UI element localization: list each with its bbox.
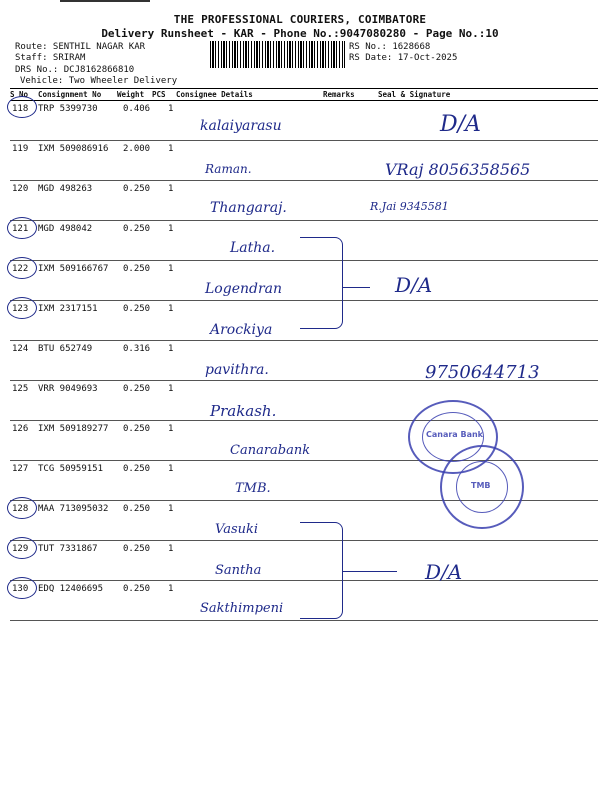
pcs-cell: 1 [168, 544, 174, 554]
col-weight: Weight [117, 90, 145, 99]
sno-cell: 129 [12, 544, 29, 554]
circle-mark [7, 537, 37, 559]
consignment-cell: TUT 7331867 [38, 544, 98, 554]
weight-cell: 0.250 [123, 424, 151, 434]
col-consignee: Consignee Details [176, 90, 253, 99]
consignee-handwriting: Logendran [205, 281, 283, 297]
consignment-cell: MGD 498263 [38, 184, 93, 194]
staff-text: Staff: SRIRAM [15, 53, 86, 63]
pcs-cell: 1 [168, 104, 174, 114]
circle-mark [7, 257, 37, 279]
consignee-handwriting: Thangaraj. [210, 200, 287, 216]
pcs-cell: 1 [168, 224, 174, 234]
weight-cell: 0.250 [123, 224, 151, 234]
sno-cell: 127 [12, 464, 29, 474]
consignment-cell: MGD 498042 [38, 224, 93, 234]
weight-cell: 0.316 [123, 344, 151, 354]
sno-cell: 126 [12, 424, 29, 434]
consignment-cell: IXM 2317151 [38, 304, 98, 314]
weight-cell: 0.250 [123, 264, 151, 274]
consignee-handwriting: Canarabank [230, 443, 311, 458]
signature-handwriting: VRaj 8056358565 [385, 160, 531, 179]
table-row [10, 380, 598, 421]
weight-cell: 0.250 [123, 304, 151, 314]
consignment-cell: VRR 9049693 [38, 384, 98, 394]
table-row [10, 100, 598, 141]
consignment-cell: EDQ 12406695 [38, 584, 104, 594]
weight-cell: 0.250 [123, 384, 151, 394]
consignee-handwriting: Arockiya [210, 322, 273, 338]
sno-cell: 119 [12, 144, 29, 154]
col-pcs: PCS [152, 90, 166, 99]
consignee-handwriting: Latha. [230, 240, 276, 256]
arrow-mark [342, 287, 370, 288]
signature-handwriting: D/A [425, 560, 463, 584]
weight-cell: 0.250 [123, 504, 151, 514]
circle-mark [7, 577, 37, 599]
sno-cell: 120 [12, 184, 29, 194]
arrow-mark [342, 571, 397, 572]
weight-cell: 0.250 [123, 464, 151, 474]
consignment-cell: BTU 652749 [38, 344, 93, 354]
weight-cell: 2.000 [123, 144, 151, 154]
stamp-label: Canara Bank [426, 430, 484, 439]
top-mark [60, 0, 150, 2]
consignee-handwriting: Raman. [205, 162, 252, 176]
consignment-cell: MAA 713095032 [38, 504, 109, 514]
runsheet-subtitle: Delivery Runsheet - KAR - Phone No.:9047080280 - Page No.:10 [101, 27, 499, 40]
sno-cell: 130 [12, 584, 29, 594]
sno-cell: 118 [12, 104, 29, 114]
consignment-cell: IXM 509189277 [38, 424, 109, 434]
sno-cell: 125 [12, 384, 29, 394]
pcs-cell: 1 [168, 344, 174, 354]
consignment-cell: IXM 509166767 [38, 264, 109, 274]
pcs-cell: 1 [168, 584, 174, 594]
consignee-handwriting: kalaiyarasu [200, 118, 282, 134]
stamp-label: TMB [471, 481, 491, 490]
consignee-handwriting: Santha [215, 563, 262, 578]
consignment-cell: TRP 5399730 [38, 104, 98, 114]
pcs-cell: 1 [168, 424, 174, 434]
rs-date: RS Date: 17-Oct-2025 [349, 53, 458, 63]
signature-handwriting: D/A [395, 273, 433, 297]
barcode-image [210, 41, 345, 68]
vehicle-text: Vehicle: Two Wheeler Delivery [20, 76, 178, 86]
consignee-handwriting: pavithra. [205, 362, 269, 378]
bracket-mark [300, 237, 343, 329]
col-sno: S No [10, 90, 29, 99]
pcs-cell: 1 [168, 384, 174, 394]
consignee-handwriting: Prakash. [210, 402, 277, 420]
pcs-cell: 1 [168, 464, 174, 474]
table-row [10, 180, 598, 221]
bracket-mark [300, 522, 343, 619]
consignee-handwriting: Sakthimpeni [200, 601, 284, 616]
pcs-cell: 1 [168, 144, 174, 154]
weight-cell: 0.250 [123, 544, 151, 554]
tmb-stamp-seal [440, 445, 524, 529]
sno-cell: 124 [12, 344, 29, 354]
col-consignment: Consignment No [38, 90, 102, 99]
consignee-handwriting: TMB. [235, 481, 271, 496]
weight-cell: 0.250 [123, 584, 151, 594]
drs-number: DRS No.: DCJ8162866810 [15, 65, 135, 75]
circle-mark [7, 297, 37, 319]
consignee-handwriting: Vasuki [215, 522, 259, 537]
weight-cell: 0.250 [123, 184, 151, 194]
route-text: Route: SENTHIL NAGAR KAR [15, 42, 146, 52]
pcs-cell: 1 [168, 504, 174, 514]
signature-handwriting: R.Jai 9345581 [370, 200, 449, 213]
signature-handwriting: D/A [440, 112, 481, 137]
pcs-cell: 1 [168, 264, 174, 274]
col-remarks: Remarks [323, 90, 355, 99]
circle-mark [7, 96, 37, 118]
rs-number: RS No.: 1628668 [349, 42, 431, 52]
pcs-cell: 1 [168, 304, 174, 314]
sno-cell: 121 [12, 224, 29, 234]
consignment-cell: IXM 509086916 [38, 144, 109, 154]
signature-handwriting: 9750644713 [425, 362, 540, 383]
circle-mark [7, 217, 37, 239]
sno-cell: 122 [12, 264, 29, 274]
weight-cell: 0.406 [123, 104, 151, 114]
company-title: THE PROFESSIONAL COURIERS, COIMBATORE [173, 13, 427, 26]
sno-cell: 128 [12, 504, 29, 514]
sno-cell: 123 [12, 304, 29, 314]
consignment-cell: TCG 50959151 [38, 464, 104, 474]
circle-mark [7, 497, 37, 519]
col-signature: Seal & Signature [378, 90, 451, 99]
pcs-cell: 1 [168, 184, 174, 194]
